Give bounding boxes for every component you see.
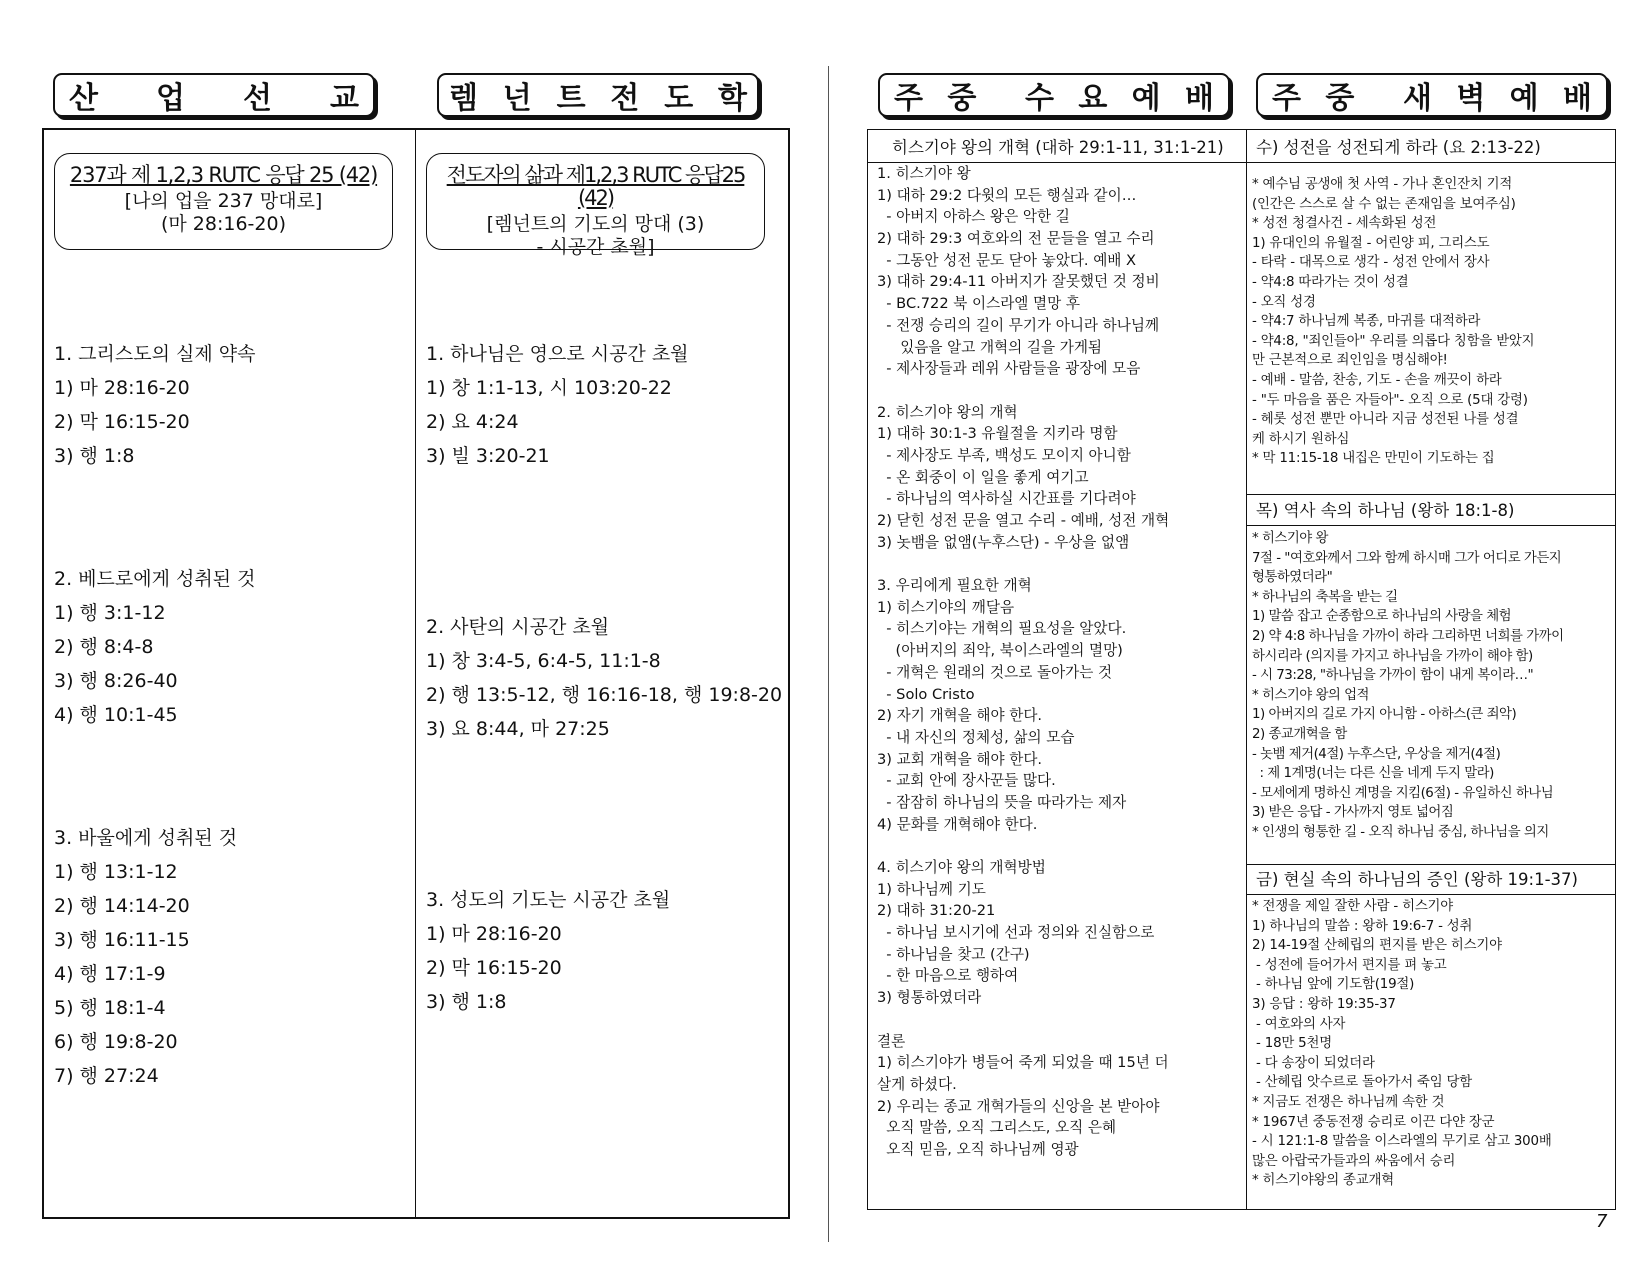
scripture-ref: 2) 행 8:4-8 <box>54 636 154 658</box>
text-line: 2) 약 4:8 하나님을 가까이 하라 그리하면 너희를 가까이 <box>1252 628 1564 644</box>
scripture-ref: 2) 막 16:15-20 <box>426 957 562 979</box>
outline-remnant <box>426 337 786 1019</box>
header-char: 요 <box>1078 81 1108 116</box>
scripture-ref: 3) 행 1:8 <box>54 445 135 467</box>
header-char: 예 <box>1131 81 1161 116</box>
scripture-ref: 4) 행 17:1-9 <box>54 963 166 985</box>
text-line: * 히스기야왕의 종교개혁 <box>1252 1173 1394 1189</box>
header-dawn-service <box>1256 73 1608 117</box>
text-line: - 온 회중이 이 일을 좋게 여기고 <box>877 468 1089 486</box>
scripture-ref: 3) 행 8:26-40 <box>54 670 178 692</box>
text-line: - 그동안 성전 문도 닫아 놓았다. 예배 X <box>877 251 1137 269</box>
text-line: 2. 히스기야 왕의 개혁 <box>877 403 1018 421</box>
text-line: 1) 아버지의 길로 가지 아니함 - 아하스(큰 죄악) <box>1252 707 1517 723</box>
header-char: 렘 <box>449 81 478 116</box>
text-line: (인간은 스스로 살 수 없는 존재임을 보여주심) <box>1252 196 1516 212</box>
text-line: * 1967년 중동전쟁 승리로 이끈 다얀 장군 <box>1252 1114 1495 1130</box>
text-line <box>877 1009 1243 1031</box>
text-line: - 약4:7 하나님께 복종, 마귀를 대적하라 <box>1252 314 1481 330</box>
dawn-thu-body <box>1252 175 1614 469</box>
scripture-ref: 3) 요 8:44, 마 27:25 <box>426 718 610 740</box>
header-char: 벽 <box>1456 81 1486 116</box>
text-line: 3) 받은 응답 - 가사까지 영토 넓어짐 <box>1252 805 1454 821</box>
scripture-ref: 1) 마 28:16-20 <box>54 377 190 399</box>
text-line: 3) 응답 : 왕하 19:35-37 <box>1252 996 1396 1012</box>
header-char: 주 <box>1272 81 1301 116</box>
outline-industrial <box>54 337 404 1093</box>
text-line: 1) 대하 29:2 다윗의 모든 행실과 같이… <box>877 186 1137 204</box>
wednesday-title: 히스기야 왕의 개혁 (대하 29:1-11, 31:1-21) <box>892 138 1224 157</box>
text-line: - 약4:8, "죄인들아" 우리를 의롭다 칭함을 받았지 <box>1252 333 1535 349</box>
text-line: - 하나님을 찾고 (간구) <box>877 945 1030 963</box>
text-line: 3) 형통하였더라 <box>877 989 982 1007</box>
section-heading: 1. 그리스도의 실제 약속 <box>54 343 256 365</box>
scripture-ref: 2) 행 14:14-20 <box>54 895 190 917</box>
section-heading: 3. 바울에게 성취된 것 <box>54 827 238 849</box>
header-char: 새 <box>1403 81 1432 116</box>
text-line: 4) 문화를 개혁해야 한다. <box>877 815 1038 833</box>
text-line: 하시리라 (의지를 가지고 하나님을 가까이 해야 함) <box>1252 648 1533 664</box>
text-line: - 히스기야는 개혁의 필요성을 알았다. <box>877 620 1127 638</box>
text-line: : 제 1계명(너는 다른 신을 네게 두지 말라) <box>1252 766 1494 782</box>
text-line: - Solo Cristo <box>877 685 975 703</box>
text-line: - 잠잠히 하나님의 뜻을 따라가는 제자 <box>877 793 1127 811</box>
text-line: - BC.722 북 이스라엘 멸망 후 <box>877 295 1080 313</box>
text-line: 형통하였더라" <box>1252 570 1333 586</box>
text-line: * 인생의 형통한 길 - 오직 하나님 중심, 하나님을 의지 <box>1252 824 1549 840</box>
text-line: 많은 아랍국가들과의 싸움에서 승리 <box>1252 1153 1456 1169</box>
scripture-ref: 5) 행 18:1-4 <box>54 997 166 1019</box>
text-line: 3) 교회 개혁을 해야 한다. <box>877 750 1043 768</box>
scripture-ref: 3) 행 16:11-15 <box>54 929 190 951</box>
text-line: - 놋뱀 제거(4절) 누후스단, 우상을 제거(4절) <box>1252 746 1501 762</box>
scripture-ref: 3) 빌 3:20-21 <box>426 445 550 467</box>
page-number: 7 <box>1596 1211 1608 1232</box>
text-line: - 성전에 들어가서 편지를 펴 놓고 <box>1252 957 1447 973</box>
text-line: * 지금도 전쟁은 하나님께 속한 것 <box>1252 1094 1445 1110</box>
text-line: - 18만 5천명 <box>1252 1036 1332 1052</box>
text-line: * 전쟁을 제일 잘한 사람 - 히스기야 <box>1252 899 1454 914</box>
header-char: 트 <box>556 81 586 116</box>
header-char: 중 <box>1325 81 1355 116</box>
header-char: 수 <box>1025 81 1054 116</box>
text-line: * 성전 청결사건 - 세속화된 성전 <box>1252 216 1437 232</box>
text-line: 1) 하나님의 말씀 : 왕하 19:6-7 - 성취 <box>1252 918 1473 934</box>
text-line: - 개혁은 원래의 것으로 돌아가는 것 <box>877 663 1113 681</box>
text-line: * 히스기야 왕의 업적 <box>1252 687 1369 703</box>
text-line: - 아버지 아하스 왕은 악한 길 <box>877 208 1070 226</box>
lesson-reference: (마 28:16-20) <box>160 213 286 235</box>
text-line: 1) 말씀 잡고 순종함으로 하나님의 사랑을 체험 <box>1252 609 1512 625</box>
section-heading: 2. 베드로에게 성취된 것 <box>54 568 256 590</box>
text-line: - 교회 안에 장사꾼들 많다. <box>877 772 1056 790</box>
text-line: - 시 73:28, "하나님을 가까이 함이 내게 복이라…" <box>1252 668 1534 684</box>
scripture-ref: 4) 행 10:1-45 <box>54 704 178 726</box>
header-char: 배 <box>1562 81 1592 116</box>
section-rule-fri-top <box>1246 494 1615 495</box>
lesson-reference: - 시공간 초월] <box>536 236 655 258</box>
text-line: 1) 유대인의 유월절 - 어린양 피, 그리스도 <box>1252 235 1490 251</box>
scripture-ref: 1) 행 13:1-12 <box>54 861 178 883</box>
lesson-subtitle: [나의 업을 237 망대로] <box>124 190 323 212</box>
text-line: - 제사장들과 레위 사람들을 광장에 모음 <box>877 360 1141 378</box>
text-line: 2) 대하 29:3 여호와의 전 문들을 열고 수리 <box>877 230 1155 248</box>
text-line: 있음을 알고 개혁의 길을 가게됨 <box>877 338 1103 356</box>
text-line: - 전쟁 승리의 길이 무기가 아니라 하나님께 <box>877 316 1160 334</box>
text-line: - 타락 - 대목으로 생각 - 성전 안에서 장사 <box>1252 255 1490 271</box>
text-line: 1) 히스기야가 병들어 죽게 되었을 때 15년 더 <box>877 1054 1169 1072</box>
text-line: - 제사장도 부족, 백성도 모이지 아니함 <box>877 446 1131 464</box>
text-line: 7절 - "여호와께서 그와 함께 하시매 그가 어디로 가든지 <box>1252 550 1562 566</box>
lesson-box-remnant <box>426 153 765 258</box>
header-char: 전 <box>610 81 640 116</box>
lesson-subtitle: [렘넌트의 기도의 망대 (3) <box>486 213 705 235</box>
text-line: 1. 히스기야 왕 <box>877 165 971 182</box>
lesson-box-industrial <box>54 153 393 250</box>
text-line: * 히스기야 왕 <box>1252 531 1328 546</box>
text-line: - 다 송장이 되었더라 <box>1252 1055 1375 1071</box>
dawn-fri-title: 목) 역사 속의 하나님 (왕하 18:1-8) <box>1256 501 1515 520</box>
scripture-ref: 2) 요 4:24 <box>426 411 519 433</box>
text-line <box>877 553 1243 575</box>
scripture-ref: 1) 행 3:1-12 <box>54 602 166 624</box>
text-line: 2) 우리는 종교 개혁가들의 신앙을 본 받아야 <box>877 1097 1160 1115</box>
text-line: 1) 히스기야의 깨달음 <box>877 598 1015 616</box>
text-line <box>877 835 1243 857</box>
text-line <box>877 380 1243 402</box>
header-char: 주 <box>894 81 923 116</box>
header-char: 산 <box>69 81 98 116</box>
header-char: 도 <box>664 81 694 116</box>
text-line: 오직 믿음, 오직 하나님께 영광 <box>877 1140 1079 1158</box>
text-line: - 예배 - 말씀, 찬송, 기도 - 손을 깨끗이 하라 <box>1252 372 1502 388</box>
left-column-divider <box>415 129 416 1218</box>
section-rule-sat-bottom <box>1246 894 1615 895</box>
lesson-title: 237과 제 1,2,3 RUTC 응답 25 (42) <box>69 163 378 187</box>
scripture-ref: 1) 창 3:4-5, 6:4-5, 11:1-8 <box>426 650 661 672</box>
scripture-ref: 2) 행 13:5-12, 행 16:16-18, 행 19:8-20 <box>426 684 783 706</box>
text-line: 1) 대하 30:1-3 유월절을 지키라 명함 <box>877 425 1118 443</box>
text-line: - 하나님의 역사하실 시간표를 기다려야 <box>877 490 1136 508</box>
dawn-thu-title: 수) 성전을 성전되게 하라 (요 2:13-22) <box>1256 138 1541 157</box>
scripture-ref: 1) 마 28:16-20 <box>426 923 562 945</box>
text-line: - 여호와의 사자 <box>1252 1016 1346 1032</box>
text-line: 오직 말씀, 오직 그리스도, 오직 은혜 <box>877 1119 1117 1137</box>
text-line: - 헤롯 성전 뿐만 아니라 지금 성전된 나를 성결 <box>1252 412 1519 428</box>
text-line: - 한 마음으로 행하여 <box>877 967 1019 985</box>
text-line: * 막 11:15-18 내집은 만민이 기도하는 집 <box>1252 451 1495 467</box>
header-remnant-evangelism <box>437 73 759 117</box>
scripture-ref: 3) 행 1:8 <box>426 991 507 1013</box>
text-line: 결론 <box>877 1032 906 1050</box>
scripture-ref: 1) 창 1:1-13, 시 103:20-22 <box>426 377 672 399</box>
text-line: 1) 하나님께 기도 <box>877 880 986 898</box>
text-line: - 내 자신의 정체성, 삶의 모습 <box>877 728 1075 746</box>
text-line: - 하나님 앞에 기도함(19절) <box>1252 977 1415 993</box>
dawn-sat-title: 금) 현실 속의 하나님의 증인 (왕하 19:1-37) <box>1256 870 1578 889</box>
right-column-divider <box>1246 130 1247 1209</box>
header-char: 학 <box>717 81 747 116</box>
text-line: - "두 마음을 품은 자들아"- 오직 으로 (5대 강령) <box>1252 392 1528 408</box>
header-char: 넌 <box>502 81 532 116</box>
text-line: * 예수님 공생애 첫 사역 - 가나 혼인잔치 기적 <box>1252 177 1513 192</box>
scripture-ref: 6) 행 19:8-20 <box>54 1031 178 1053</box>
text-line: - 모세에게 명하신 계명을 지킴(6절) - 유일하신 하나님 <box>1252 785 1554 801</box>
header-wednesday-service <box>878 73 1230 117</box>
text-line: 2) 닫힌 성전 문을 열고 수리 - 예배, 성전 개혁 <box>877 512 1170 529</box>
text-line: - 시 121:1-8 말씀을 이스라엘의 무기로 삼고 300배 <box>1252 1134 1552 1150</box>
header-char: 교 <box>330 81 359 116</box>
text-line: 3) 놋뱀을 없앰(누후스단) - 우상을 없앰 <box>877 533 1130 551</box>
header-char: 예 <box>1509 81 1539 116</box>
section-heading: 2. 사탄의 시공간 초월 <box>426 616 610 638</box>
wednesday-sermon-body <box>877 163 1243 1161</box>
text-line: - 산헤립 앗수르로 돌아가서 죽임 당함 <box>1252 1075 1472 1091</box>
text-line: 2) 14-19절 산헤립의 편지를 받은 히스기야 <box>1252 938 1502 954</box>
header-char: 배 <box>1184 81 1214 116</box>
text-line: - 오직 성경 <box>1252 294 1316 310</box>
text-line: 4. 히스기야 왕의 개혁방법 <box>877 859 1046 876</box>
dawn-sat-body <box>1252 897 1614 1191</box>
text-line: * 하나님의 축복을 받는 길 <box>1252 589 1398 605</box>
text-line: 2) 대하 31:20-21 <box>877 902 996 920</box>
text-line: - 하나님 보시기에 선과 정의와 진실함으로 <box>877 924 1155 942</box>
dawn-fri-body <box>1252 529 1614 843</box>
header-char: 업 <box>156 81 185 116</box>
text-line: 2) 자기 개혁을 해야 한다. <box>877 707 1043 725</box>
scripture-ref: 2) 막 16:15-20 <box>54 411 190 433</box>
scripture-ref: 7) 행 27:24 <box>54 1065 159 1087</box>
header-char: 중 <box>947 81 977 116</box>
text-line: 2) 종교개혁을 함 <box>1252 726 1347 742</box>
header-industrial-mission <box>53 73 375 117</box>
section-rule-fri-bottom <box>1246 525 1615 526</box>
header-char: 선 <box>243 81 272 116</box>
lesson-title: 전도자의 삶과 제1,2,3 RUTC 응답25 (42) <box>446 163 745 210</box>
text-line: 3) 대하 29:4-11 아버지가 잘못했던 것 정비 <box>877 273 1160 291</box>
section-heading: 1. 하나님은 영으로 시공간 초월 <box>426 343 689 365</box>
text-line: 만 근본적으로 죄인임을 명심해야! <box>1252 353 1448 369</box>
text-line: 3. 우리에게 필요한 개혁 <box>877 577 1032 595</box>
text-line: 살게 하셨다. <box>877 1075 957 1093</box>
section-heading: 3. 성도의 기도는 시공간 초월 <box>426 889 671 911</box>
page-fold-line <box>828 66 829 1242</box>
text-line: - 약4:8 따라가는 것이 성결 <box>1252 274 1409 290</box>
text-line: 케 하시기 원하심 <box>1252 431 1350 447</box>
text-line: (아버지의 죄악, 북이스라엘의 멸망) <box>877 642 1123 660</box>
